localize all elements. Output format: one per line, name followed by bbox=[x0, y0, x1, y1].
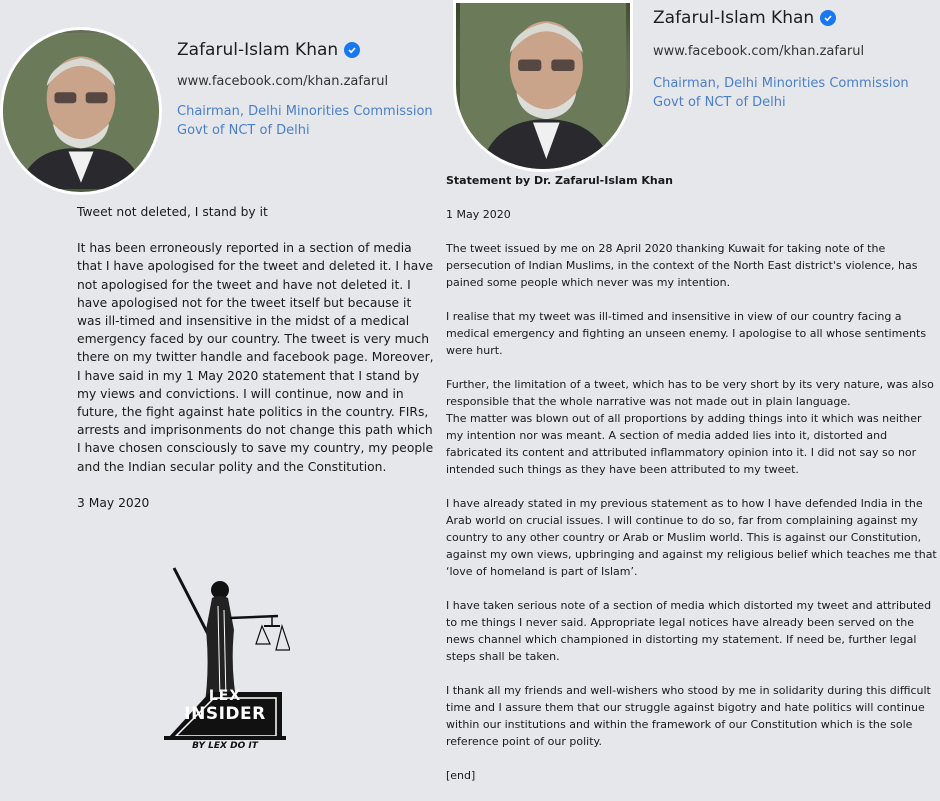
role-line-2: Govt of NCT of Delhi bbox=[653, 95, 786, 110]
statement-paragraph: I have already stated in my previous statement as to how I have defended India in the Arab world on crucial issues. I will continue to do so, far from complaining against my country to any other country or Arab or Muslim world. This is against our Constitution, against my own views, upbringing and against my religious belief which teaches me that ‘love of homeland is part of Islam’. bbox=[446, 497, 937, 578]
profile-avatar[interactable] bbox=[453, 0, 633, 172]
profile-url[interactable]: www.facebook.com/khan.zafarul bbox=[653, 44, 865, 59]
role-line-1: Chairman, Delhi Minorities Commission bbox=[177, 104, 433, 119]
right-post bbox=[440, 0, 940, 788]
statement-title: Statement by Dr. Zafarul-Islam Khan bbox=[446, 174, 673, 187]
lex-insider-logo bbox=[160, 560, 290, 765]
portrait-image bbox=[3, 30, 159, 192]
role-line-1: Chairman, Delhi Minorities Commission bbox=[653, 76, 909, 91]
statement-paragraph: I thank all my friends and well-wishers who stood by me in solidarity during this difficult time and I assure them that our struggle against bigotry and hate politics will continue within our institutions and within the framework of our Constitution which is the sole reference point of our polity. bbox=[446, 684, 931, 748]
post-body bbox=[77, 203, 437, 530]
logo-lex-text: LEX bbox=[208, 688, 242, 704]
profile-role bbox=[177, 102, 433, 140]
statement-paragraph: Further, the limitation of a tweet, which has to be very short by its very nature, was also responsible that the whole narrative was not made out in plain language. The matter was blown out of all proportions by adding things into it which was neither my intention nor was meant. A section of media added lies into it, distorted and fabricated its content and attributed inflammatory opinion into it. I did not say so nor intended such things as they have been attributed to my tweet. bbox=[446, 378, 934, 476]
statement-end: [end] bbox=[446, 769, 476, 782]
statement-paragraph: I realise that my tweet was ill-timed and insensitive in view of our country facing a medical emergency and fighting an unseen enemy. I apologise to all whose sentiments were hurt. bbox=[446, 310, 927, 357]
post-headline: Tweet not deleted, I stand by it bbox=[77, 205, 268, 219]
logo-insider-text: INSIDER bbox=[184, 704, 266, 724]
logo-tagline: BY LEX DO IT bbox=[192, 741, 258, 751]
profile-url[interactable]: www.facebook.com/khan.zafarul bbox=[177, 74, 389, 89]
profile-name[interactable] bbox=[177, 40, 360, 60]
post-date: 3 May 2020 bbox=[77, 495, 150, 510]
post-paragraph: It has been erroneously reported in a section of media that I have apologised for the tweet and deleted it. I have not apologised for the tweet and have not deleted it. I have apologised not for the tweet itself but because it was ill-timed and insensitive in the midst of a medical emergency faced by our country. The tweet is very much there on my twitter handle and facebook page. Moreover, I have said in my 1 May 2020 statement that I stand by my views and convictions. I will continue, now and in future, the fight against hate politics in the country. FIRs, arrests and imprisonments do not change this path which I have chosen consciously to save my country, my people and the Indian secular polity and the Constitution. bbox=[77, 241, 434, 474]
portrait-image bbox=[456, 3, 630, 169]
statement-body bbox=[446, 172, 940, 801]
profile-name[interactable] bbox=[653, 8, 836, 28]
statement-date: 1 May 2020 bbox=[446, 208, 511, 221]
profile-avatar[interactable] bbox=[0, 27, 162, 195]
statement-paragraph: The tweet issued by me on 28 April 2020 thanking Kuwait for taking note of the persecution of Indian Muslims, in the context of the North East district's violence, has pained some people which never was my intention. bbox=[446, 242, 918, 289]
profile-role bbox=[653, 74, 909, 112]
profile-name-text[interactable]: Zafarul-Islam Khan bbox=[653, 8, 815, 28]
verified-badge-icon bbox=[820, 10, 836, 26]
left-post bbox=[0, 0, 440, 788]
statement-paragraph: I have taken serious note of a section of media which distorted my tweet and attributed to me things I never said. Appropriate legal notices have already been served on the news channel which championed in distorting my statement. If need be, further legal steps shall be taken. bbox=[446, 599, 932, 663]
role-line-2: Govt of NCT of Delhi bbox=[177, 123, 310, 138]
verified-badge-icon bbox=[344, 42, 360, 58]
lady-justice-icon bbox=[160, 560, 290, 765]
profile-name-text[interactable]: Zafarul-Islam Khan bbox=[177, 40, 339, 60]
